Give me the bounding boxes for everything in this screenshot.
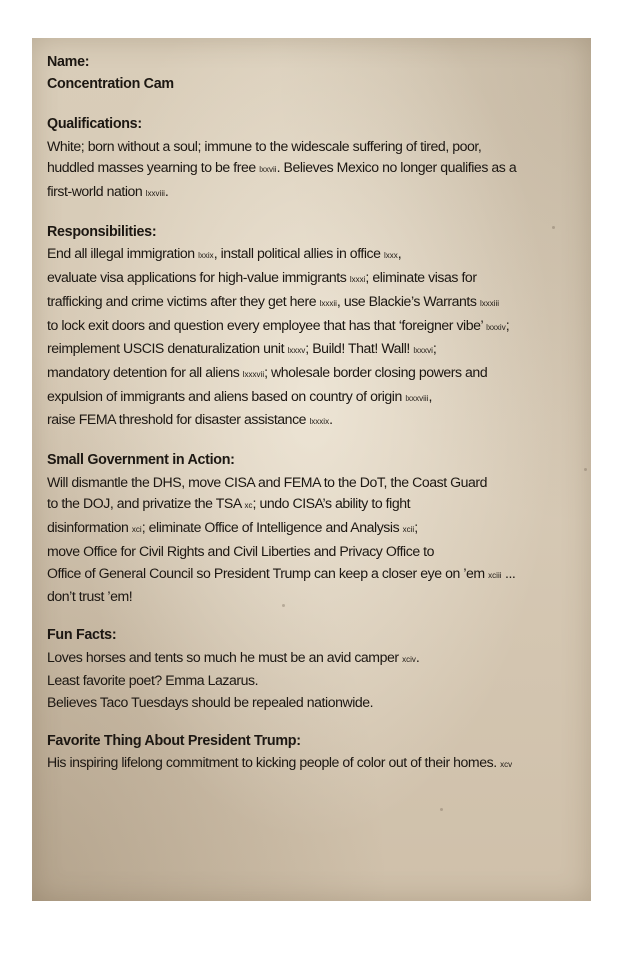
text-line xyxy=(47,586,582,608)
text-line xyxy=(47,563,582,587)
text-run: Believes Taco Tuesdays should be repealed nationwide. xyxy=(47,693,374,710)
text-run: to lock exit doors and question every employee that has that ‘foreigner vibe’ xyxy=(47,316,487,333)
fun-facts-body xyxy=(47,647,582,714)
responsibilities-body xyxy=(47,243,582,433)
text-run: Loves horses and tents so much he must be an avid camper xyxy=(47,648,403,665)
text-run: first-world nation xyxy=(47,183,146,200)
text-line xyxy=(47,472,582,494)
name-section xyxy=(47,52,582,95)
text-line xyxy=(47,493,582,517)
text-line xyxy=(47,692,582,714)
footnote-ref: xcv xyxy=(500,760,513,770)
small-government-section xyxy=(47,450,582,608)
text-run: to the DOJ, and privatize the TSA xyxy=(47,495,245,512)
text-run: , xyxy=(428,387,432,404)
text-line xyxy=(47,291,582,315)
footnote-ref: xciv xyxy=(402,654,416,664)
paper-speck xyxy=(440,808,443,811)
footnote-ref: lxxxv xyxy=(287,346,306,356)
footnote-ref: lxxxiv xyxy=(486,322,506,332)
footnote-ref: lxxxviii xyxy=(405,393,429,403)
text-line xyxy=(47,409,582,433)
text-line xyxy=(47,541,582,563)
text-run: ; xyxy=(505,316,510,333)
text-line xyxy=(47,181,582,205)
responsibilities-section xyxy=(47,222,582,433)
footnote-ref: xci xyxy=(131,525,142,535)
text-line xyxy=(47,670,582,692)
text-line xyxy=(47,243,582,267)
paper-speck xyxy=(584,468,587,471)
text-run: . xyxy=(329,411,333,428)
footnote-ref: lxxviii xyxy=(145,189,165,199)
text-run: expulsion of immigrants and aliens based on country of origin xyxy=(47,387,406,404)
qualifications-body xyxy=(47,136,582,205)
text-run: ; undo CISA’s ability to fight xyxy=(252,495,411,512)
footnote-ref: lxxxvi xyxy=(413,346,433,356)
footnote-ref: xciii xyxy=(488,570,502,580)
text-run: White; born without a soul; immune to the widescale suffering of tired, poor, xyxy=(47,137,482,154)
text-run: ; xyxy=(414,519,418,536)
text-line xyxy=(47,267,582,291)
text-run: huddled masses yearning to be free xyxy=(47,159,260,176)
text-line xyxy=(47,315,582,339)
text-run: ; wholesale border closing powers and xyxy=(264,364,488,380)
name-value: Concentration Cam xyxy=(47,75,174,92)
text-run: Least favorite poet? Emma Lazarus. xyxy=(47,672,259,689)
text-run: , use Blackie’s Warrants xyxy=(336,292,480,309)
footnote-ref: lxxxvii xyxy=(242,370,265,379)
responsibilities-heading: Responsibilities: xyxy=(47,223,157,240)
small-government-heading: Small Government in Action: xyxy=(47,452,235,469)
footnote-ref: xc xyxy=(244,501,253,511)
text-run: ; Build! That! Wall! xyxy=(305,340,414,357)
text-run: ... xyxy=(501,564,516,581)
favorite-thing-section xyxy=(47,731,582,776)
text-run: reimplement USCIS denaturalization unit xyxy=(47,340,288,357)
qualifications-heading: Qualifications: xyxy=(47,116,142,133)
text-run: mandatory detention for all aliens xyxy=(47,364,243,380)
footnote-ref: lxxxiii xyxy=(479,298,500,308)
text-line xyxy=(47,647,582,671)
qualifications-section xyxy=(47,114,582,205)
profile-content xyxy=(47,52,582,793)
favorite-thing-heading: Favorite Thing About President Trump: xyxy=(47,732,301,749)
fun-facts-heading: Fun Facts: xyxy=(47,626,117,643)
text-run: don’t trust ’em! xyxy=(47,588,133,605)
text-run: evaluate visa applications for high-value immigrants xyxy=(47,269,350,286)
footnote-ref: lxxx xyxy=(384,251,398,261)
profile-card xyxy=(32,38,591,901)
footnote-ref: lxxvii xyxy=(259,165,277,175)
text-run: ; eliminate Office of Intelligence and Analysis xyxy=(141,519,403,536)
text-run: disinformation xyxy=(47,519,132,536)
favorite-thing-body xyxy=(47,752,582,776)
text-line xyxy=(47,517,582,541)
footnote-ref: lxxix xyxy=(198,251,214,261)
text-line xyxy=(47,752,582,776)
text-run: ; xyxy=(432,340,437,357)
text-run: trafficking and crime victims after they get here xyxy=(47,292,320,309)
text-run: . xyxy=(415,648,420,665)
text-run: Will dismantle the DHS, move CISA and FEMA to the DoT, the Coast Guard xyxy=(47,473,488,490)
text-run: His inspiring lifelong commitment to kicking people of color out of their homes. xyxy=(47,754,501,771)
footnote-ref: lxxxix xyxy=(309,417,330,427)
footnote-ref: lxxxii xyxy=(319,298,337,308)
text-run: , xyxy=(397,245,402,262)
text-line xyxy=(47,157,582,181)
text-run: . xyxy=(164,183,169,200)
text-line xyxy=(47,362,582,386)
text-run: , install political allies in office xyxy=(213,245,384,262)
text-line xyxy=(47,386,582,410)
text-run: End all illegal immigration xyxy=(47,245,199,262)
text-run: ; eliminate visas for xyxy=(365,269,477,286)
text-run: . Believes Mexico no longer qualifies as a xyxy=(276,159,517,176)
text-run: move Office for Civil Rights and Civil Liberties and Privacy Office to xyxy=(47,542,435,559)
text-run: raise FEMA threshold for disaster assistance xyxy=(47,411,310,428)
name-heading: Name: xyxy=(47,54,90,70)
fun-facts-section xyxy=(47,625,582,714)
text-line xyxy=(47,338,582,362)
footnote-ref: xcii xyxy=(402,525,415,535)
text-line xyxy=(47,136,582,158)
text-run: Office of General Council so President Trump can keep a closer eye on ’em xyxy=(47,564,489,581)
footnote-ref: lxxxi xyxy=(349,275,366,285)
small-government-body xyxy=(47,472,582,608)
